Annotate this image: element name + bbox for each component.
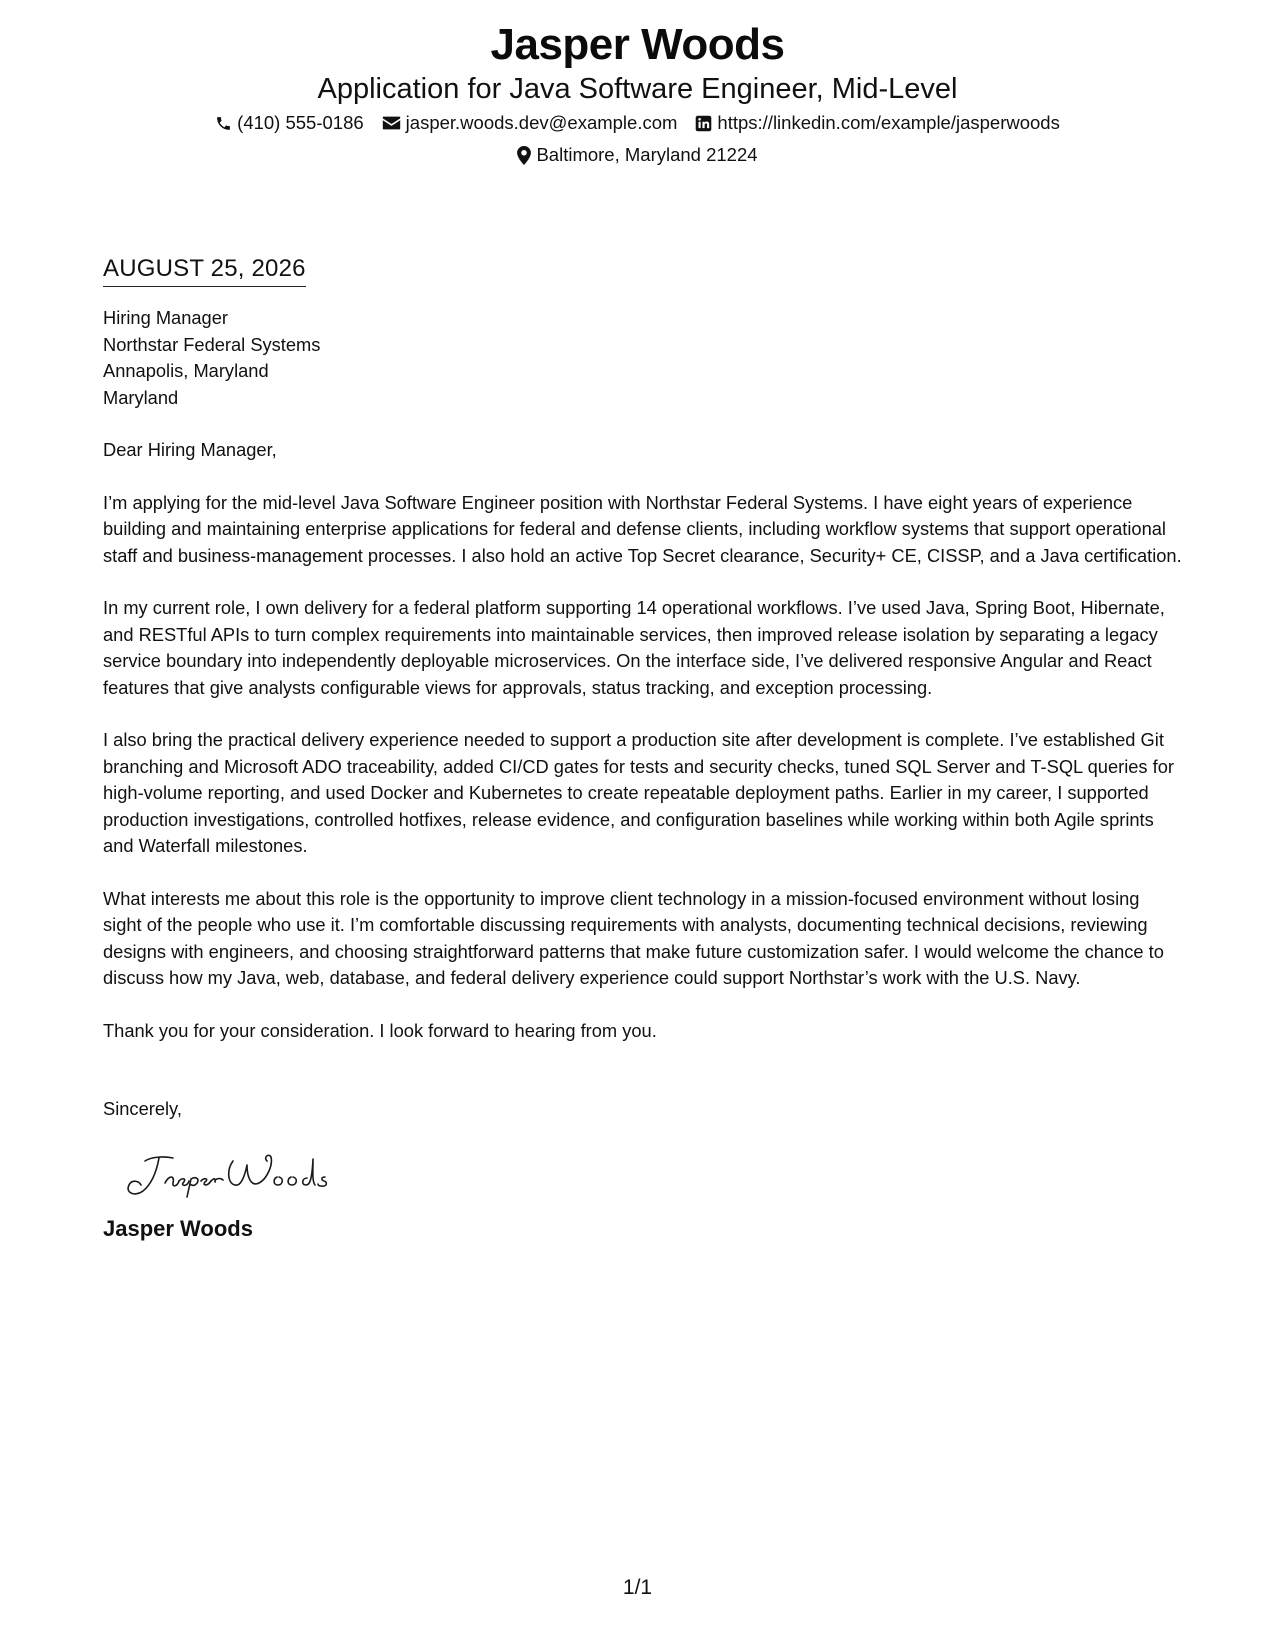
paragraph: I’m applying for the mid-level Java Software Engineer position with Northstar Federal Systems. I have eight years of experience building and maintaining enterprise applications for federal and defense clients, including workflow systems that support operational staff and business-management processes. I also hold an active Top Secret clearance, Security+ CE, CISSP, and a Java certification.	[103, 491, 1182, 566]
recipient-address	[103, 305, 1183, 411]
signer-name: Jasper Woods	[103, 1215, 253, 1241]
applicant-name: Jasper Woods	[490, 20, 785, 69]
email-address[interactable]: jasper.woods.dev@example.com	[405, 112, 678, 133]
page-number: 1/1	[622, 1576, 653, 1599]
recipient-line: Hiring Manager	[103, 307, 228, 328]
letter-header	[0, 18, 1275, 168]
contact-row	[0, 110, 1275, 136]
linkedin-url[interactable]: https://linkedin.com/example/jasperwoods	[717, 112, 1060, 133]
application-title: Application for Java Software Engineer, Mid-Level	[317, 73, 958, 105]
contact-linkedin	[695, 110, 1059, 136]
paragraph: In my current role, I own delivery for a federal platform supporting 14 operational workflows. I’ve used Java, Spring Boot, Hibernate, and RESTful APIs to turn complex requirements into maintainable services, then improved release isolation by separating a legacy service boundary into independently deployable microservices. On the interface side, I’ve delivered responsive Angular and React features that give analysts configurable views for approvals, status tracking, and exception processing.	[103, 597, 1165, 698]
paragraph: What interests me about this role is the opportunity to improve client technology in a mission-focused environment without losing sight of the people who use it. I’m comfortable discussing requirements with analysts, documenting technical decisions, reviewing designs with engineers, and choosing straightforward patterns that make future customization safer. I would welcome the chance to discuss how my Java, web, database, and federal delivery experience could support Northstar’s work with the U.S. Navy.	[103, 887, 1164, 988]
envelope-icon	[382, 115, 401, 131]
linkedin-icon	[695, 115, 712, 132]
location-row	[0, 142, 1275, 168]
closing: Sincerely,	[103, 1098, 182, 1119]
paragraph: I also bring the practical delivery experience needed to support a production site after development is complete. I’ve established Git branching and Microsoft ADO traceability, added CI/CD gates for tests and security checks, tuned SQL Server and T-SQL queries for high-volume reporting, and used Docker and Kubernetes to create repeatable deployment paths. Earlier in my career, I supported production investigations, controlled hotfixes, release evidence, and configuration baselines while working within both Agile sprints and Waterfall milestones.	[103, 729, 1174, 856]
letter-body	[103, 254, 1183, 1243]
location-text: Baltimore, Maryland 21224	[536, 144, 758, 165]
letter-date: AUGUST 25, 2026	[103, 255, 306, 282]
recipient-line: Annapolis, Maryland	[103, 360, 269, 381]
paragraph: Thank you for your consideration. I look forward to hearing from you.	[103, 1019, 657, 1041]
map-pin-icon	[517, 146, 531, 165]
recipient-line: Northstar Federal Systems	[103, 333, 321, 355]
contact-email	[382, 110, 678, 136]
contact-location	[517, 142, 757, 168]
salutation: Dear Hiring Manager,	[103, 439, 277, 460]
date-block	[103, 254, 306, 287]
contact-phone	[215, 110, 364, 136]
phone-number[interactable]: (410) 555-0186	[237, 112, 364, 133]
signature-image	[117, 1147, 357, 1203]
phone-icon	[215, 115, 232, 132]
recipient-line: Maryland	[103, 386, 179, 408]
